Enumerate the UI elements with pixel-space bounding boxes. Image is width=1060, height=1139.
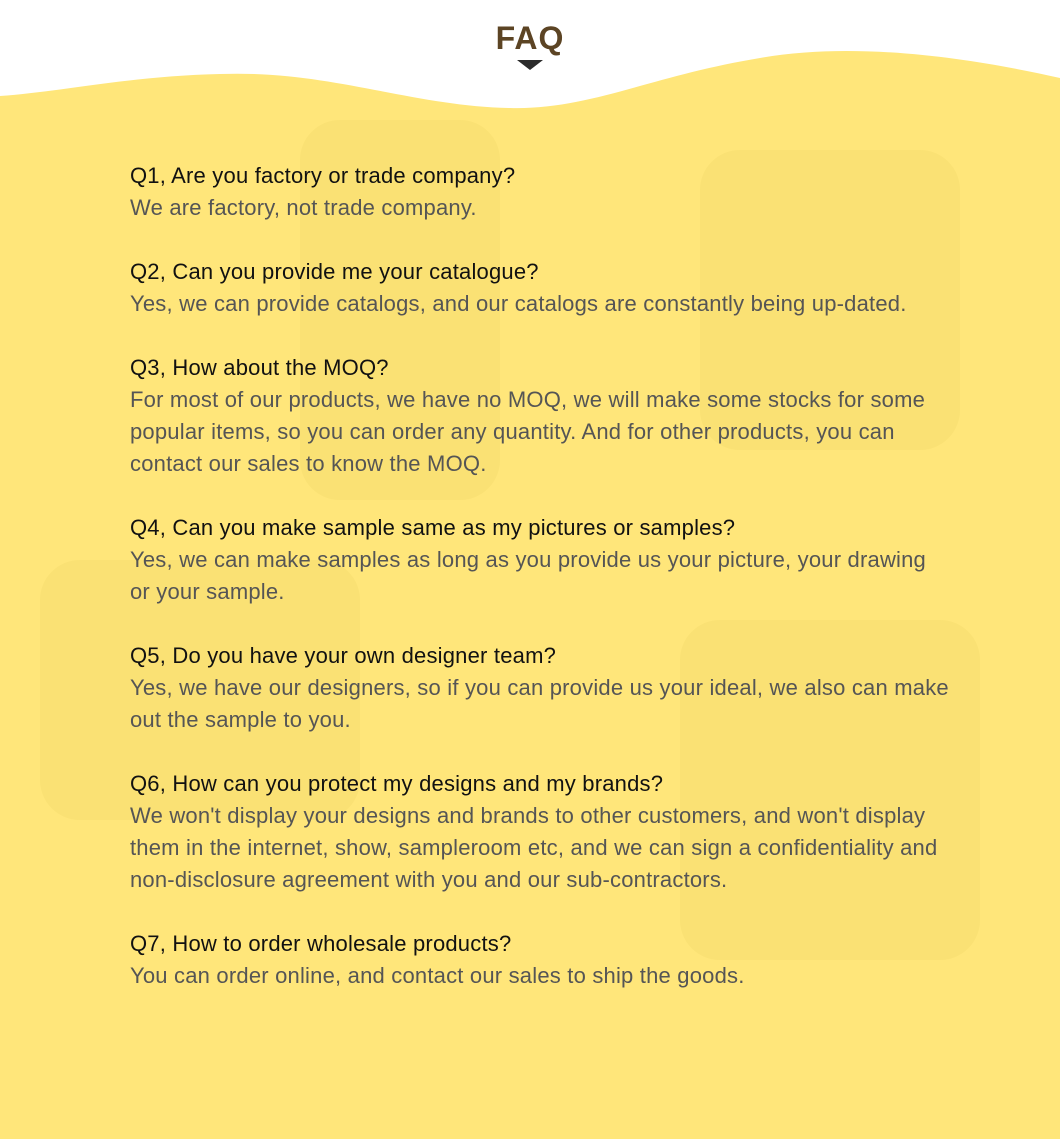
faq-question: Q2, Can you provide me your catalogue?	[130, 259, 539, 284]
faq-answer: Yes, we can make samples as long as you provide us your picture, your drawing or your sample.	[130, 547, 926, 604]
faq-question: Q1, Are you factory or trade company?	[130, 163, 516, 188]
faq-item	[130, 352, 950, 480]
faq-question: Q7, How to order wholesale products?	[130, 931, 512, 956]
faq-question: Q4, Can you make sample same as my pictures or samples?	[130, 515, 736, 540]
faq-item	[130, 512, 950, 608]
faq-answer: We won't display your designs and brands to other customers, and won't display them in the internet, show, sampleroom etc, and we can sign a confidentiality and non-disclosure agreement with you and our sub-contractors.	[130, 803, 938, 892]
faq-answer: For most of our products, we have no MOQ, we will make some stocks for some popular items, so you can order any quantity. And for other products, you can contact our sales to know the MOQ.	[130, 387, 926, 476]
chevron-down-icon	[517, 60, 543, 70]
faq-question: Q5, Do you have your own designer team?	[130, 643, 557, 668]
faq-question: Q3, How about the MOQ?	[130, 355, 389, 380]
faq-answer: You can order online, and contact our sales to ship the goods.	[130, 963, 745, 988]
faq-item	[130, 928, 950, 992]
faq-item	[130, 160, 950, 224]
faq-answer: Yes, we can provide catalogs, and our catalogs are constantly being up-dated.	[130, 291, 907, 316]
faq-answer: We are factory, not trade company.	[130, 195, 477, 220]
page-title: FAQ	[495, 20, 565, 56]
faq-item	[130, 768, 950, 896]
faq-list	[130, 160, 950, 1024]
faq-item	[130, 256, 950, 320]
faq-item	[130, 640, 950, 736]
faq-question: Q6, How can you protect my designs and my brands?	[130, 771, 664, 796]
faq-answer: Yes, we have our designers, so if you can provide us your ideal, we also can make out the sample to you.	[130, 675, 949, 732]
